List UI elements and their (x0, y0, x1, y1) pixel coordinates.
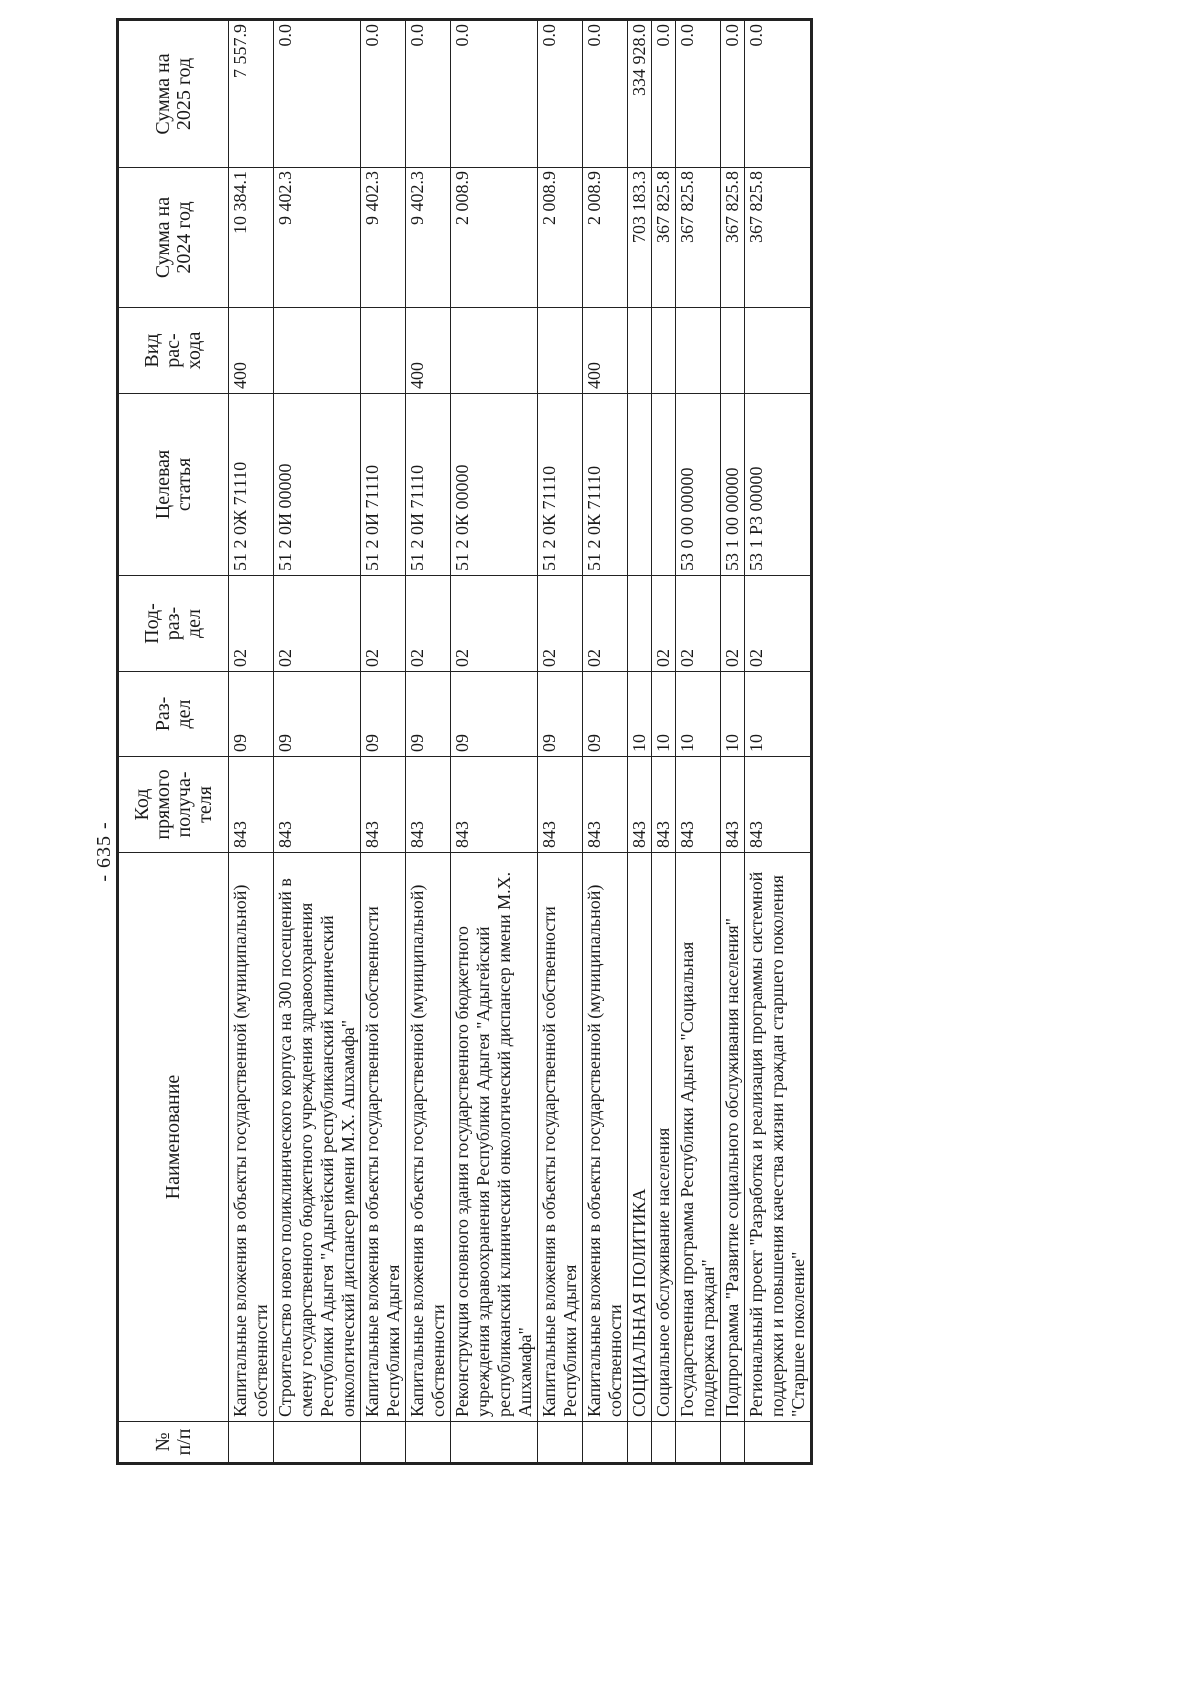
row-target-article: 51 2 0К 71110 (583, 394, 628, 576)
row-recipient-code: 843 (652, 757, 676, 853)
row-sum-2024: 9 402.3 (406, 168, 451, 308)
row-number (229, 1422, 274, 1464)
row-sum-2024: 367 825.8 (676, 168, 721, 308)
row-name: Капитальные вложения в объекты государственной (муниципальной) собственности (229, 853, 274, 1422)
table-row (676, 20, 721, 1464)
row-section: 09 (361, 672, 406, 757)
header-target-article: Целевая статья (118, 394, 229, 576)
row-recipient-code: 843 (628, 757, 652, 853)
row-name: Региональный проект "Разработка и реализация программы системной поддержки и повышения качества жизни граждан старшего поколения "Старшее поколение" (745, 853, 812, 1422)
row-number (361, 1422, 406, 1464)
header-name: Наименование (118, 853, 229, 1422)
row-target-article (652, 394, 676, 576)
row-expense-type: 400 (406, 308, 451, 394)
row-subsection: 02 (721, 576, 745, 672)
row-sum-2024: 367 825.8 (721, 168, 745, 308)
row-sum-2024: 9 402.3 (361, 168, 406, 308)
row-sum-2024: 703 183.3 (628, 168, 652, 308)
table-row (274, 20, 361, 1464)
row-expense-type (745, 308, 812, 394)
row-sum-2025: 0.0 (451, 20, 538, 168)
row-expense-type (361, 308, 406, 394)
row-target-article: 51 2 0И 00000 (274, 394, 361, 576)
row-sum-2025: 0.0 (538, 20, 583, 168)
row-sum-2025: 0.0 (274, 20, 361, 168)
row-name: Капитальные вложения в объекты государственной (муниципальной) собственности (406, 853, 451, 1422)
table-header-row (118, 20, 229, 1464)
row-expense-type (628, 308, 652, 394)
row-target-article: 51 2 0И 71110 (361, 394, 406, 576)
row-number (538, 1422, 583, 1464)
row-section: 10 (652, 672, 676, 757)
row-recipient-code: 843 (721, 757, 745, 853)
row-sum-2025: 0.0 (745, 20, 812, 168)
row-recipient-code: 843 (538, 757, 583, 853)
row-recipient-code: 843 (274, 757, 361, 853)
row-section: 10 (628, 672, 652, 757)
table-row (745, 20, 812, 1464)
row-sum-2024: 367 825.8 (745, 168, 812, 308)
row-subsection: 02 (229, 576, 274, 672)
row-sum-2025: 0.0 (652, 20, 676, 168)
row-recipient-code: 843 (406, 757, 451, 853)
row-subsection: 02 (361, 576, 406, 672)
row-section: 09 (583, 672, 628, 757)
header-sum-2024: Сумма на 2024 год (118, 168, 229, 308)
row-section: 09 (229, 672, 274, 757)
row-subsection (628, 576, 652, 672)
budget-table (116, 18, 813, 1465)
row-sum-2025: 334 928.0 (628, 20, 652, 168)
row-number (745, 1422, 812, 1464)
row-number (721, 1422, 745, 1464)
row-subsection: 02 (406, 576, 451, 672)
row-recipient-code: 843 (451, 757, 538, 853)
row-expense-type (676, 308, 721, 394)
row-section: 10 (745, 672, 812, 757)
row-recipient-code: 843 (229, 757, 274, 853)
row-recipient-code: 843 (676, 757, 721, 853)
row-name: Подпрограмма "Развитие социального обслуживания населения" (721, 853, 745, 1422)
row-sum-2024: 2 008.9 (538, 168, 583, 308)
row-number (652, 1422, 676, 1464)
header-section: Раз- дел (118, 672, 229, 757)
row-subsection: 02 (676, 576, 721, 672)
row-target-article: 53 1 00 00000 (721, 394, 745, 576)
row-name: Капитальные вложения в объекты государственной собственности Республики Адыгея (538, 853, 583, 1422)
row-target-article: 51 2 0Ж 71110 (229, 394, 274, 576)
row-sum-2025: 0.0 (676, 20, 721, 168)
table-row (628, 20, 652, 1464)
row-section: 10 (721, 672, 745, 757)
row-target-article: 51 2 0К 00000 (451, 394, 538, 576)
table-row (406, 20, 451, 1464)
row-subsection: 02 (274, 576, 361, 672)
row-subsection: 02 (652, 576, 676, 672)
table-row (361, 20, 406, 1464)
header-subsection: Под- раз- дел (118, 576, 229, 672)
row-section: 09 (538, 672, 583, 757)
row-number (406, 1422, 451, 1464)
row-sum-2024: 9 402.3 (274, 168, 361, 308)
header-recipient-code: Код прямого получа- теля (118, 757, 229, 853)
row-sum-2025: 0.0 (406, 20, 451, 168)
row-expense-type (538, 308, 583, 394)
row-section: 09 (274, 672, 361, 757)
row-sum-2025: 7 557.9 (229, 20, 274, 168)
row-sum-2024: 367 825.8 (652, 168, 676, 308)
table-row (583, 20, 628, 1464)
row-sum-2025: 0.0 (361, 20, 406, 168)
row-recipient-code: 843 (361, 757, 406, 853)
table-row (451, 20, 538, 1464)
row-sum-2025: 0.0 (583, 20, 628, 168)
header-sum-2025: Сумма на 2025 год (118, 20, 229, 168)
row-section: 10 (676, 672, 721, 757)
table-row (229, 20, 274, 1464)
row-number (583, 1422, 628, 1464)
row-target-article: 51 2 0И 71110 (406, 394, 451, 576)
row-target-article: 51 2 0К 71110 (538, 394, 583, 576)
row-name: Социальное обслуживание населения (652, 853, 676, 1422)
row-expense-type (652, 308, 676, 394)
table-row (538, 20, 583, 1464)
row-target-article: 53 0 00 00000 (676, 394, 721, 576)
row-sum-2024: 2 008.9 (583, 168, 628, 308)
header-no: № п/п (118, 1422, 229, 1464)
row-expense-type (274, 308, 361, 394)
row-recipient-code: 843 (745, 757, 812, 853)
row-subsection: 02 (583, 576, 628, 672)
row-expense-type: 400 (583, 308, 628, 394)
page-number: - 635 - (93, 821, 115, 882)
row-recipient-code: 843 (583, 757, 628, 853)
row-name: Капитальные вложения в объекты государственной собственности Республики Адыгея (361, 853, 406, 1422)
table-row (721, 20, 745, 1464)
row-expense-type (721, 308, 745, 394)
row-name: СОЦИАЛЬНАЯ ПОЛИТИКА (628, 853, 652, 1422)
table-row (652, 20, 676, 1464)
row-expense-type: 400 (229, 308, 274, 394)
row-target-article (628, 394, 652, 576)
row-number (451, 1422, 538, 1464)
row-subsection: 02 (745, 576, 812, 672)
row-number (676, 1422, 721, 1464)
row-name: Строительство нового поликлинического корпуса на 300 посещений в смену государственного бюджетного учреждения здравоохранения Республики Адыгея "Адыгейский республиканский клинический онкологический диспансер имени М.Х. Ашхамафа" (274, 853, 361, 1422)
row-sum-2024: 10 384.1 (229, 168, 274, 308)
row-subsection: 02 (538, 576, 583, 672)
row-section: 09 (406, 672, 451, 757)
header-expense-type: Вид рас- хода (118, 308, 229, 394)
row-name: Государственная программа Республики Адыгея "Социальная поддержка граждан" (676, 853, 721, 1422)
row-subsection: 02 (451, 576, 538, 672)
row-target-article: 53 1 Р3 00000 (745, 394, 812, 576)
row-name: Реконструкция основного здания государственного бюджетного учреждения здравоохранения Республики Адыгея "Адыгейский республиканский клинический онкологический диспансер имени М.Х. Ашхамафа" (451, 853, 538, 1422)
row-number (274, 1422, 361, 1464)
row-expense-type (451, 308, 538, 394)
row-name: Капитальные вложения в объекты государственной (муниципальной) собственности (583, 853, 628, 1422)
row-sum-2024: 2 008.9 (451, 168, 538, 308)
row-number (628, 1422, 652, 1464)
row-sum-2025: 0.0 (721, 20, 745, 168)
row-section: 09 (451, 672, 538, 757)
